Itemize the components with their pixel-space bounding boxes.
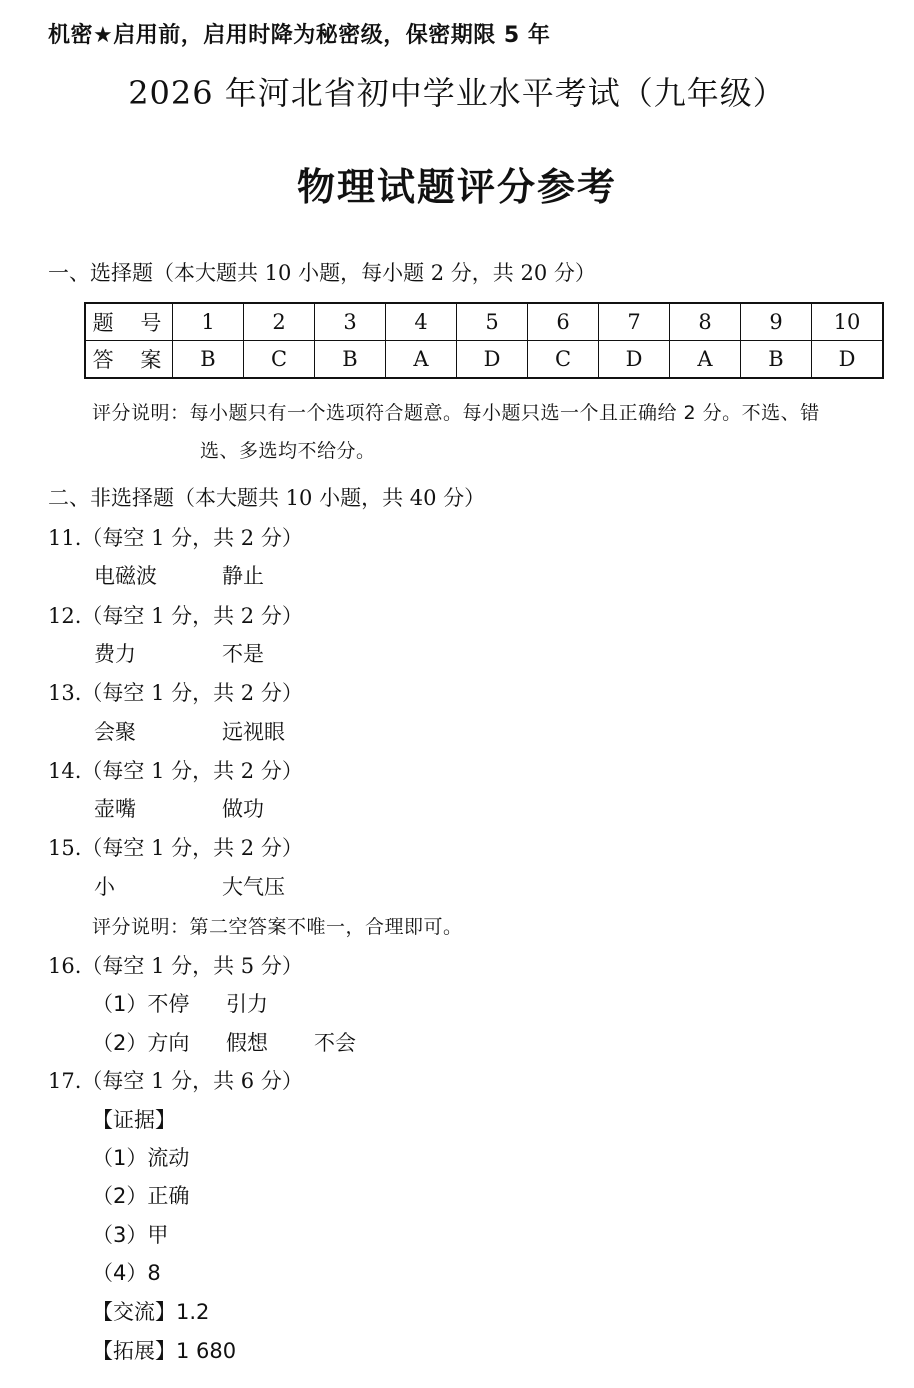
- table-cell-answer: C: [244, 341, 315, 379]
- q14-answer-2: 做功: [222, 797, 264, 821]
- question-15-heading: 15.（每空 1 分，共 2 分）: [48, 836, 303, 860]
- document-title: 物理试题评分参考: [296, 165, 617, 209]
- question-16-heading: 16.（每空 1 分，共 5 分）: [48, 954, 303, 978]
- table-cell-number: 8: [670, 303, 741, 341]
- table-cell-number: 10: [812, 303, 884, 341]
- question-14-heading: 14.（每空 1 分，共 2 分）: [48, 759, 303, 783]
- q17-answer-1: （1）流动: [92, 1146, 190, 1170]
- answer-table: [84, 302, 884, 379]
- q12-answer-1: 费力: [94, 642, 136, 666]
- table-cell-answer: B: [173, 341, 244, 379]
- row-label-number: 题 号: [85, 303, 173, 341]
- q15-scoring-note: 评分说明：第二空答案不唯一，合理即可。: [92, 916, 463, 938]
- q17-answer-4: （4）8: [92, 1261, 161, 1285]
- question-11-heading: 11.（每空 1 分，共 2 分）: [48, 526, 303, 550]
- table-cell-number: 5: [457, 303, 528, 341]
- confidential-notice: 机密★启用前，启用时降为秘密级，保密期限 5 年: [48, 23, 551, 48]
- q15-answer-2: 大气压: [222, 875, 285, 899]
- q11-answer-1: 电磁波: [94, 564, 157, 588]
- table-cell-answer: C: [528, 341, 599, 379]
- table-row-answers: [85, 341, 883, 379]
- table-cell-answer: B: [741, 341, 812, 379]
- question-12-heading: 12.（每空 1 分，共 2 分）: [48, 604, 303, 628]
- table-cell-number: 7: [599, 303, 670, 341]
- table-cell-answer: A: [670, 341, 741, 379]
- question-13-heading: 13.（每空 1 分，共 2 分）: [48, 681, 303, 705]
- exam-title: 2026 年河北省初中学业水平考试（九年级）: [128, 74, 786, 112]
- section1-title: 一、选择题（本大题共 10 小题，每小题 2 分，共 20 分）: [48, 261, 596, 285]
- row-label-answer: 答 案: [85, 341, 173, 379]
- table-cell-answer: D: [457, 341, 528, 379]
- q12-answer-2: 不是: [222, 642, 264, 666]
- table-cell-answer: A: [386, 341, 457, 379]
- q15-answer-1: 小: [94, 875, 115, 899]
- q17-answer-2: （2）正确: [92, 1184, 190, 1208]
- q13-answer-2: 远视眼: [222, 720, 285, 744]
- scoring-note-line2: 选、多选均不给分。: [200, 440, 376, 462]
- table-cell-number: 9: [741, 303, 812, 341]
- table-cell-answer: D: [812, 341, 884, 379]
- q17-exchange-answer: 【交流】1.2: [92, 1300, 210, 1324]
- question-17-heading: 17.（每空 1 分，共 6 分）: [48, 1069, 303, 1093]
- q16-line2-answer-1: （2）方向: [92, 1031, 190, 1055]
- table-cell-number: 2: [244, 303, 315, 341]
- q16-line1-answer-1: （1）不停: [92, 992, 190, 1016]
- table-cell-number: 4: [386, 303, 457, 341]
- q17-answer-3: （3）甲: [92, 1223, 169, 1247]
- table-cell-number: 1: [173, 303, 244, 341]
- q16-line1-answer-2: 引力: [226, 992, 268, 1016]
- q17-evidence-label: 【证据】: [92, 1108, 176, 1132]
- table-cell-number: 6: [528, 303, 599, 341]
- table-cell-answer: B: [315, 341, 386, 379]
- q16-line2-answer-2: 假想: [226, 1031, 268, 1055]
- section2-title: 二、非选择题（本大题共 10 小题，共 40 分）: [48, 486, 486, 510]
- q14-answer-1: 壶嘴: [94, 797, 136, 821]
- q17-extension-answer: 【拓展】1 680: [92, 1339, 237, 1363]
- table-cell-answer: D: [599, 341, 670, 379]
- table-cell-number: 3: [315, 303, 386, 341]
- q16-line2-answer-3: 不会: [314, 1031, 356, 1055]
- q11-answer-2: 静止: [222, 564, 264, 588]
- q13-answer-1: 会聚: [94, 720, 136, 744]
- scoring-note-line1: 评分说明：每小题只有一个选项符合题意。每小题只选一个且正确给 2 分。不选、错: [92, 402, 820, 424]
- table-row-numbers: [85, 303, 883, 341]
